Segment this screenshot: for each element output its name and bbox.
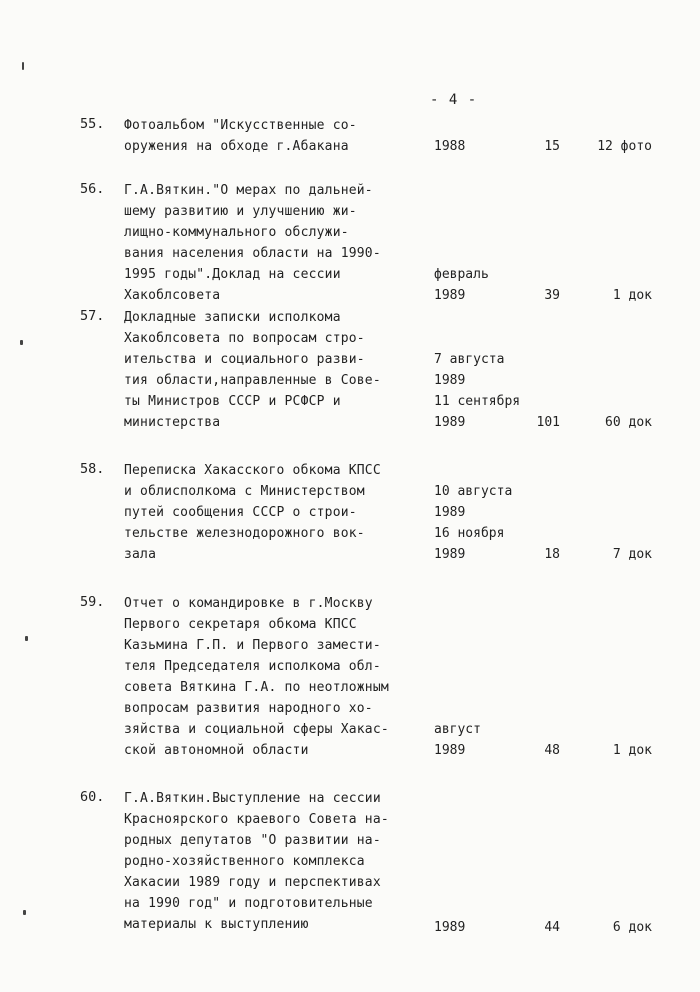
entry-number: 57. <box>80 308 105 324</box>
description-line: Фотоальбом "Искусственные со- <box>124 118 357 133</box>
description-line: и облисполкома с Министерством <box>124 484 365 499</box>
description-line: теля Председателя исполкома обл- <box>124 659 381 674</box>
description-line: оружения на обходе г.Абакана <box>124 139 349 154</box>
date-line: 7 августа <box>434 352 505 367</box>
description-line: ты Министров СССР и РСФСР и <box>124 394 341 409</box>
date-line: 1989 <box>434 288 466 303</box>
description-line: Докладные записки исполкома <box>124 310 341 325</box>
description-line: совета Вяткина Г.А. по неотложным <box>124 680 389 695</box>
date-line: 1989 <box>434 547 466 562</box>
item-count: 1 док <box>612 288 652 303</box>
entry-number: 56. <box>80 181 105 197</box>
description-line: ительства и социального разви- <box>124 352 365 367</box>
description-line: на 1990 год" и подготовительные <box>124 896 373 911</box>
description-line: Казьмина Г.П. и Первого замести- <box>124 638 381 653</box>
item-count: 7 док <box>612 547 652 562</box>
description-line: материалы к выступлению <box>124 917 309 932</box>
scan-speck <box>25 636 28 641</box>
description-line: Г.А.Вяткин.Выступление на сессии <box>124 791 381 806</box>
sheet-count: 15 <box>544 139 560 154</box>
entry-description <box>124 180 424 306</box>
date-line: 1989 <box>434 373 466 388</box>
sheet-count: 39 <box>544 288 560 303</box>
description-line: Г.А.Вяткин."О мерах по дальней- <box>124 183 373 198</box>
date-line: 1989 <box>434 920 466 935</box>
date-line: 10 августа <box>434 484 513 499</box>
date-line: 1989 <box>434 505 466 520</box>
item-count: 12 фото <box>597 139 652 154</box>
item-count: 6 док <box>612 920 652 935</box>
page-number: - 4 - <box>430 92 478 108</box>
date-line: 16 ноября <box>434 526 505 541</box>
date-line: август <box>434 722 481 737</box>
date-line: 1989 <box>434 743 466 758</box>
item-count: 1 док <box>612 743 652 758</box>
description-line: зала <box>124 547 157 562</box>
entry-description <box>124 788 424 935</box>
description-line: шему развитию и улучшению жи- <box>124 204 357 219</box>
description-line: Красноярского краевого Совета на- <box>124 812 389 827</box>
scan-speck <box>23 910 26 915</box>
entry-description <box>124 460 424 565</box>
description-line: путей сообщения СССР о строи- <box>124 505 357 520</box>
description-line: тия области,направленные в Сове- <box>124 373 381 388</box>
scan-speck <box>20 340 23 345</box>
entry-number: 60. <box>80 789 105 805</box>
description-line: Хакоблсовета <box>124 288 221 303</box>
item-count: 60 док <box>605 415 652 430</box>
entry-number: 58. <box>80 461 105 477</box>
entry-number: 59. <box>80 594 105 610</box>
sheet-count: 101 <box>536 415 560 430</box>
description-line: 1995 годы".Доклад на сессии <box>124 267 341 282</box>
description-line: зяйства и социальной сферы Хакас- <box>124 722 389 737</box>
description-line: лищно-коммунального обслужи- <box>124 225 349 240</box>
entry-description <box>124 115 424 157</box>
description-line: вания населения области на 1990- <box>124 246 381 261</box>
description-line: ской автономной области <box>124 743 309 758</box>
scan-speck <box>22 62 24 70</box>
description-line: родных депутатов "О развитии на- <box>124 833 381 848</box>
description-line: Хакасии 1989 году и перспективах <box>124 875 381 890</box>
description-line: тельстве железнодорожного вок- <box>124 526 365 541</box>
description-line: Отчет о командировке в г.Москву <box>124 596 373 611</box>
entry-description <box>124 593 424 761</box>
date-line: 1988 <box>434 139 466 154</box>
date-line: 1989 <box>434 415 466 430</box>
description-line: вопросам развития народного хо- <box>124 701 373 716</box>
date-line: 11 сентября <box>434 394 521 409</box>
description-line: министерства <box>124 415 221 430</box>
sheet-count: 48 <box>544 743 560 758</box>
sheet-count: 18 <box>544 547 560 562</box>
sheet-count: 44 <box>544 920 560 935</box>
date-line: февраль <box>434 267 489 282</box>
entry-number: 55. <box>80 116 105 132</box>
entry-description <box>124 307 424 433</box>
description-line: Первого секретаря обкома КПСС <box>124 617 357 632</box>
description-line: Переписка Хакасского обкома КПСС <box>124 463 381 478</box>
description-line: родно-хозяйственного комплекса <box>124 854 365 869</box>
description-line: Хакоблсовета по вопросам стро- <box>124 331 365 346</box>
